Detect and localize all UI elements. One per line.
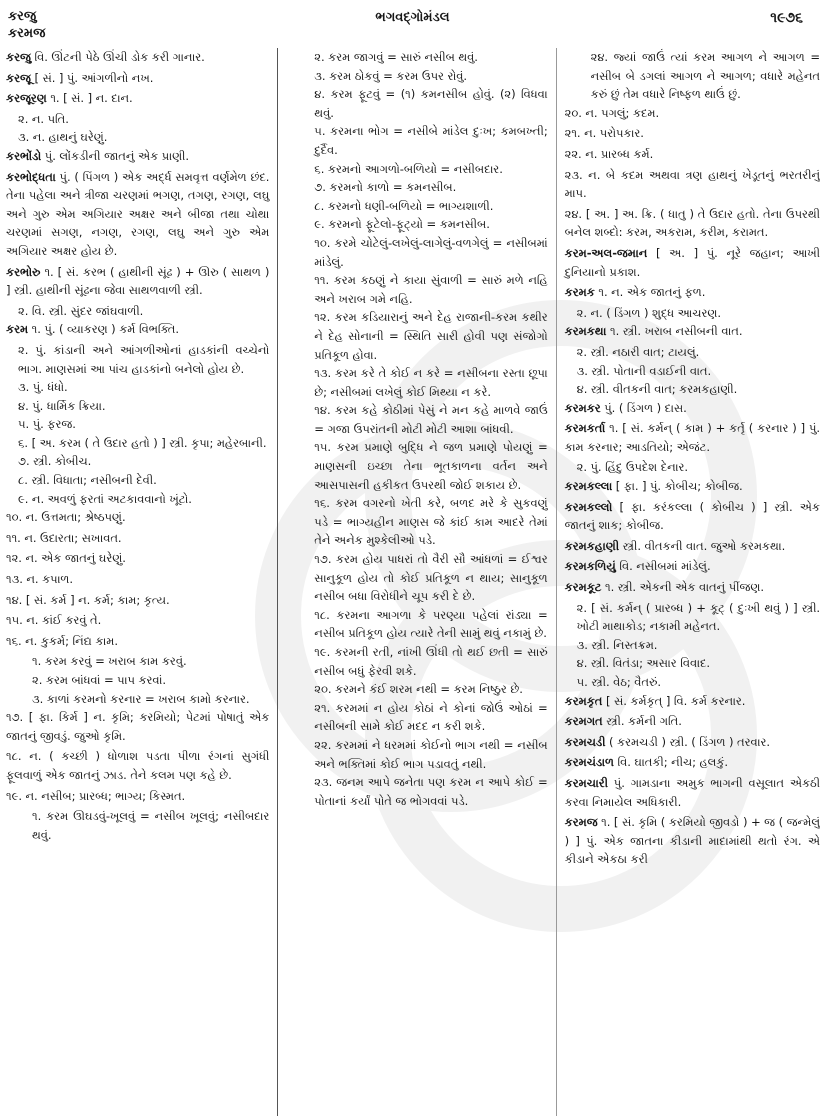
definition-text: વિ. ઊંટની પેઠે ઊંચી ડોક કરી ગાનાર.	[30, 50, 205, 64]
idiom-line	[288, 494, 547, 550]
sense-line	[6, 570, 269, 589]
definition-text: પું. ( પિંગળ ) એક અર્દ્ધ સમવૃત્ત વર્ણમેળ છંદ. તેના પહેલા અને ત્રીજા ચરણમાં ભગણ, તગણ, રગણ, લઘુ અને ગુરુ એમ અગિયાર અક્ષર અને બીજા તથા ચોથા ચરણમાં સગણ, નગણ, રગણ, લઘુ અને ગુરુ એમ અગિયાર અક્ષર હોય છે.	[6, 169, 270, 258]
definition-text: ૩. કરમ ઠોકવું = કરમ ઉપર રોવું.	[314, 68, 467, 83]
dictionary-entry	[6, 48, 269, 67]
definition-text: પું. લોંકડીની જાતનું એક પ્રાણી.	[41, 148, 189, 163]
idiom-line	[288, 736, 547, 773]
definition-text: ૨. કરમ જાગવું = સારું નસીબ થવું.	[314, 50, 478, 64]
definition-text: વિ. નસીબમાં માંડેલું.	[615, 559, 711, 574]
definition-text: ૧૭. કરમ હોય પાધરાં તો વૈરી સૌ આંધળાં = ઈશ્વર સાનુકૂળ હોય તો કોઈ પ્રતિકૂળ ન થાય; સાનુકૂળ નસીબ બધા વિરોધીને ચૂપ કરી દે છે.	[314, 552, 548, 604]
definition-text: ૧૨. કરમ કડિયારાનું અને દેહ રાજાની-કરમ કથીર ને દેહ સોનાની = સ્થિતિ સારી હોવી પણ સંજોગો પ્રતિકૂળ હોવા.	[314, 310, 548, 362]
definition-text: [ સં. કર્મકૃત્ ] વિ. કર્મ કરનાર.	[602, 693, 746, 708]
idiom-line	[6, 690, 269, 709]
column-3	[556, 48, 820, 1116]
sense-line	[6, 341, 269, 378]
dictionary-entry	[565, 578, 820, 597]
idiom-line	[288, 197, 547, 216]
definition-text: ૨૨. ન. પ્રારબ્ધ કર્મ.	[564, 146, 654, 161]
column-2	[277, 48, 555, 1116]
idiom-line	[288, 773, 547, 810]
dictionary-entry	[565, 712, 820, 731]
definition-text: ૨૦. ન. પગલું; કદમ.	[564, 105, 660, 120]
idiom-line	[288, 178, 547, 197]
sense-line	[6, 452, 269, 471]
definition-text: ૧૧. કરમ કઠણું ને કાયા સુંવાળી = સારું મળે નહિ અને ખરાબ ગમે નહિ.	[314, 273, 548, 306]
headword: કરજુ	[6, 50, 31, 64]
sense-line	[6, 128, 269, 147]
definition-text: ૧. પું. ( વ્યાકરણ ) કર્મ વિભક્તિ.	[28, 322, 179, 337]
definition-text: ૨. ન. પતિ.	[18, 111, 69, 126]
idiom-line	[288, 308, 547, 364]
definition-text: સ્ત્રી. કર્મની ગતિ.	[602, 714, 682, 729]
book-title: ભગવદ્ગોમંડલ	[375, 10, 450, 25]
dictionary-entry	[565, 498, 820, 535]
dictionary-entry	[565, 813, 820, 869]
dictionary-entry	[6, 89, 269, 108]
definition-text: ૬. કરમનો આગળો-બળિયો = નસીબદાર.	[314, 161, 503, 176]
definition-text: ૨. ન. ( ડિંગળ ) શુદ્ધ આચરણ.	[576, 305, 721, 320]
definition-text: ૩. સ્ત્રી. પોતાની વડાઈની વાત.	[576, 363, 712, 378]
idiom-line	[288, 48, 547, 67]
definition-text: ૨૪. [ અ. ] અ. ક્રિ. ( ધાતુ ) તે ઉદાર હતો. તેના ઉપરથી બનેલ શબ્દો: કરમ, અકરામ, કરીમ, કરામત.	[564, 206, 820, 240]
sense-line	[565, 145, 820, 164]
dictionary-entry	[565, 774, 820, 811]
definition-text: ૧. સ્ત્રી. ખરાબ નસીબની વાત.	[606, 324, 743, 339]
headword: કરમકર	[564, 400, 601, 415]
dictionary-entry	[565, 733, 820, 752]
definition-text: ૧. ન. એક જાતનું ફળ.	[594, 285, 706, 300]
definition-text: પું. ગામડાના અમુક ભાગની વસૂલાત એકઠી કરવા નિમાયેલ અધિકારી.	[564, 775, 820, 809]
column-1	[6, 48, 277, 1116]
definition-text: [ સં. ] પું. આંગળીનો નખ.	[30, 70, 154, 85]
idiom-line	[288, 606, 547, 643]
headword: કરમકહાણી	[564, 538, 620, 553]
definition-text: પું. ( ડિંગળ ) દાસ.	[600, 400, 687, 415]
idiom-line	[288, 680, 547, 699]
dictionary-entry	[6, 168, 269, 261]
definition-text: ૨. પું. હિંદુ ઉપદેશ દેનાર.	[576, 460, 688, 475]
idiom-line	[288, 364, 547, 401]
definition-text: ૪. સ્ત્રી. વિતંડા; અસાર વિવાદ.	[576, 656, 710, 671]
idiom-line	[288, 67, 547, 86]
definition-text: ૧૦. કરમે ચોટેલું-લખેલું-લાગેલું-વળગેલું = નસીબમાં માંડેલું.	[314, 235, 548, 269]
definition-text: [ ફા. કરંકલ્લા ( કોબીચ ) ] સ્ત્રી. એક જાતનું શાક; કોબીજ.	[564, 499, 820, 533]
definition-text: ૧૯. કરમની રતી, નાંખી ઊંધી તો થઈ છતી = સારું નસીબ બધું ફેરવી શકે.	[314, 645, 548, 678]
dictionary-entry	[6, 320, 269, 339]
headword: કરમક	[564, 285, 595, 300]
sense-line	[6, 471, 269, 490]
sense-line	[565, 599, 820, 636]
dictionary-entry	[6, 263, 269, 300]
dictionary-entry	[565, 283, 820, 302]
definition-text: ૧૩. કરમ કરે તે કોઈ ન કરે = નસીબના રસ્તા છૂપા છે; નસીબમાં લખેલું કોઈ મિથ્યા ન કરે.	[314, 366, 548, 399]
definition-text: ૧૮. કરમના આગળા કે પરણ્યા પહેલાં રાંડ્યા = નસીબ પ્રતિકૂળ હોય ત્યારે તેની સામું થવું નકામું છે.	[314, 607, 548, 641]
headword: કરભોંડો	[6, 148, 42, 163]
definition-text: [ અ. ] પું. નૂરે જહાન; આખી દુનિયાનો પ્રકાશ.	[564, 245, 820, 279]
definition-text: [ ફા. ] પું. કોબીચ; કોબીજ.	[612, 479, 743, 494]
headword: કરમકથા	[564, 324, 607, 339]
idiom-line	[288, 271, 547, 308]
headword: કરમકૃત	[564, 693, 603, 708]
definition-text: ૬. [ અ. કરમ ( તે ઉદાર હતો ) ] સ્ત્રી. કૃપા; મહેરબાની.	[18, 435, 267, 450]
sense-line	[6, 591, 269, 610]
definition-text: ૨૨. કરમમાં ને ધરમમાં કોઈનો ભાગ નથી = નસીબ અને ભક્તિમાં કોઈ ભાગ પડાવતું નથી.	[314, 737, 548, 771]
dictionary-entry	[6, 147, 269, 166]
definition-text: ૫. સ્ત્રી. વેઠ; વૈતરું.	[576, 675, 661, 689]
dictionary-entry	[565, 244, 820, 281]
idiom-line	[288, 550, 547, 606]
definition-text: ૫. કરમના ભોગ = નસીબે માંડેલ દુઃખ; કમબખ્તી; દુર્દૈવ.	[314, 124, 548, 157]
sense-line	[565, 205, 820, 242]
definition-text: ૨. પું. કાંડાની અને આંગળીઓનાં હાડકાંની વચ્ચેનો ભાગ. માણસમાં આ પાંચ હાડકાંનો બનેલો હોય છે.	[18, 342, 270, 376]
definition-text: ૧૩. ન. કપાળ.	[6, 572, 73, 587]
definition-text: ૪. સ્ત્રી. વીતકની વાત; કરમકહાણી.	[576, 382, 738, 397]
headword: કરજૂરણ	[6, 91, 47, 106]
idiom-line	[288, 699, 547, 736]
idiom-line	[288, 401, 547, 438]
sense-line	[565, 636, 820, 655]
definition-text: ૧. કરમ કરવું = ખરાબ કામ કરવું.	[32, 654, 187, 669]
definition-text: ૨. કરમ બાંધવાં = પાપ કરવાં.	[32, 673, 166, 687]
sense-line	[6, 397, 269, 416]
definition-text: ૩. સ્ત્રી. નિસ્તક્રમ.	[576, 637, 658, 652]
sense-line	[565, 124, 820, 143]
definition-text: ૨. સ્ત્રી. નઠારી વાત; ટાયલું.	[576, 344, 700, 359]
dictionary-entry	[565, 322, 820, 341]
headword: કરમચારી	[564, 775, 608, 790]
sense-line	[6, 302, 269, 321]
definition-text: ૧૬. કરમ વગરનો ખેતી કરે, બળદ મરે કે સુકવણું પડે = ભાગ્યહીન માણસ જે કાંઈ કામ આદરે તેમાં તેને અનેક મુશ્કેલીઓ પડે.	[314, 496, 548, 548]
headword: કરમચંડાળ	[564, 755, 614, 770]
definition-text: ૧૫. ન. કાંઈ કરવું તે.	[6, 613, 102, 628]
sense-line	[565, 304, 820, 323]
headword: કરમ-અલ-જમાન	[564, 245, 648, 260]
dictionary-entry	[565, 399, 820, 418]
idiom-line	[6, 807, 269, 844]
guide-word-last: કરમજ	[8, 26, 46, 41]
dictionary-entry	[565, 419, 820, 456]
sense-line	[565, 362, 820, 381]
sense-line	[6, 787, 269, 806]
definition-text: સ્ત્રી. વીતકની વાત. જુઓ કરમકથા.	[619, 538, 786, 553]
definition-text: ૭. સ્ત્રી. કોબીચ.	[18, 454, 92, 469]
dictionary-entry	[565, 557, 820, 576]
headword: કરભોરુ	[6, 264, 41, 279]
idiom-line	[288, 122, 547, 159]
definition-text: ૭. કરમનો કાળો = કમનસીબ.	[314, 180, 457, 195]
definition-text: ૪. પું. ધાર્મિક ક્રિયા.	[18, 398, 106, 413]
definition-text: ૮. સ્ત્રી. વિધાતા; નસીબની દેવી.	[18, 473, 157, 488]
idiom-line	[288, 215, 547, 234]
dictionary-entry	[565, 753, 820, 772]
sense-line	[6, 490, 269, 509]
sense-line	[6, 632, 269, 651]
headword: કરજૂ	[6, 70, 31, 85]
sense-line	[6, 708, 269, 745]
idiom-line	[288, 234, 547, 271]
definition-text: ૯. કરમનો ફૂટેલો-ફૂટ્યો = કમનસીબ.	[314, 217, 490, 232]
sense-line	[565, 654, 820, 673]
definition-text: ૨૩. ન. બે કદમ અથવા ત્રણ હાથનું ખેડૂતનું ભરતરીનું માપ.	[564, 167, 820, 201]
definition-text: ૧૯. ન. નસીબ; પ્રારબ્ધ; ભાગ્ય; કિસ્મત.	[6, 788, 186, 803]
definition-text: ૨૦. કરમને કંઈ શરમ નથી = કરમ નિષ્ઠુર છે.	[314, 682, 523, 697]
definition-text: ૧૧. ન. ઉદારતા; સખાવત.	[6, 530, 122, 545]
definition-text: ૨. વિ. સ્ત્રી. સુંદર જાંઘવાળી.	[18, 303, 144, 318]
headword: કરમકલ્લો	[564, 499, 613, 514]
definition-text: ૧. [ સં. કરભ ( હાથીની સૂંઢ ) + ઊરુ ( સાથળ ) ] સ્ત્રી. હાથીની સૂંઢના જેવા સાથળવાળી સ્ત્રી.	[6, 264, 270, 298]
idiom-line	[288, 643, 547, 680]
definition-text: વિ. ઘાતકી; નીચ; હલકું.	[613, 755, 729, 770]
definition-text: ૧૪. કરમ કહે કોઠીમાં પેસું ને મન કહે માળવે જાઉં = ગજા ઉપરાંતની મોટી મોટી આશા બાંધવી.	[314, 403, 548, 436]
definition-text: ૪. કરમ ફૂટવું = (૧) કમનસીબ હોવું. (૨) વિધવા થવું.	[314, 87, 548, 120]
headword: કરમકર્તા	[564, 421, 606, 436]
definition-text: ૧૨. ન. એક જાતનું ઘરેણું.	[6, 551, 126, 566]
definition-text: ( કરમચડી ) સ્ત્રી. ( ડિંગળ ) તરવાર.	[605, 734, 770, 749]
definition-text: ૧૦. ન. ઉત્તમતા; શ્રેષ્ઠપણું.	[6, 510, 126, 525]
definition-text: ૨. [ સં. કર્મન્ ( પ્રારબ્ધ ) + કૂટ્ ( દુઃખી થવું ) ] સ્ત્રી. ખોટી માથાકોડ; નકામી મહેનત.	[576, 600, 820, 634]
definition-text: ૧૮. ન. ( કચ્છી ) ધોળાશ પડતા પીળા રંગનાં સુગંધી ફૂલવાળું એક જાતનું ઝાડ. તેને કલમ પણ કહે છે.	[6, 749, 270, 782]
definition-text: ૨૪. જ્યાં જાઉં ત્યાં કરમ આગળ ને આગળ = નસીબ બે ડગલાં આગળ ને આગળ; વધારે મહેનત કરું છું તેમ વધારે નિષ્ફળ થાઉં છું.	[590, 50, 820, 102]
sense-line	[6, 378, 269, 397]
headword: કરમકલ્લા	[564, 479, 613, 494]
definition-text: ૧૭. [ ફા. કિર્મ ] ન. કૃમિ; કરમિયો; પેટમાં પોષાતું એક જાતનું જીવડું. જુઓ કૃમિ.	[6, 710, 270, 743]
dictionary-entry	[565, 477, 820, 496]
definition-text: ૩. ન. હાથનું ઘરેણું.	[18, 130, 108, 145]
sense-line	[565, 458, 820, 477]
dictionary-entry	[565, 692, 820, 711]
definition-text: ૧. સ્ત્રી. એકની એક વાતનું પીંજણ.	[601, 580, 764, 595]
definition-text: ૧. [ સં. કર્મન્ ( કામ ) + કર્તૃ ( કરનાર ) ] પું. કામ કરનાર; આડતિયો; એજંટ.	[564, 421, 820, 454]
sense-line	[565, 343, 820, 362]
definition-text: ૨૧. ન. પરોપકાર.	[564, 126, 644, 141]
sense-line	[6, 434, 269, 453]
definition-text: ૮. કરમનો ધણી-બળિયો = ભાગ્યશાળી.	[314, 198, 494, 213]
sense-line	[565, 673, 820, 692]
sense-line	[565, 166, 820, 203]
definition-text: ૧. કરમ ઊઘડવું-ખૂલવું = નસીબ ખૂલવું; નસીબદાર થવું.	[32, 809, 270, 842]
definition-text: ૧૬. ન. કુકર્મ; નિંદ્ય કામ.	[6, 633, 118, 648]
definition-text: ૫. પું. ફરજ.	[18, 417, 76, 432]
idiom-line	[288, 438, 547, 494]
sense-line	[6, 529, 269, 548]
dictionary-entry	[565, 537, 820, 556]
definition-text: ૧૫. કરમ પ્રમાણે બુદ્ધિ ને જળ પ્રમાણે પોયણું = માણસની ઇચ્છા તેના ભૂતકાળના વર્તન અને આસપાસની હકીકત ઉપરથી જોઈ શકાય છે.	[314, 440, 548, 492]
definition-text: ૩. પું. ધંધો.	[18, 380, 68, 395]
sense-line	[6, 110, 269, 129]
page-header	[0, 6, 825, 46]
headword: કરભોદ્ધતા	[6, 169, 56, 184]
definition-text: ૨૩. જનમ આપે જનેતા પણ કરમ ન આપે કોઈ = પોતાનાં કર્યાં પોતે જ ભોગવવાં પડે.	[314, 775, 548, 808]
headword: કરમજ	[564, 815, 598, 830]
dictionary-columns	[6, 48, 820, 1116]
definition-text: ૧. [ સં. કૃમિ ( કરમિયો જીવડો ) + જ ( જન્મેલું ) ] પું. એક જાતના કીડાની માદામાંથી થતો રંગ. એ કીડાને એકઠા કરી	[564, 815, 820, 867]
headword: કરમકૂટ	[564, 580, 602, 595]
idiom-line	[6, 671, 269, 690]
sense-line	[6, 611, 269, 630]
page-number: ૧૯૭૬	[770, 10, 803, 26]
idiom-line	[288, 85, 547, 122]
sense-line	[6, 415, 269, 434]
definition-text: ૧. [ સં. ] ન. દાન.	[46, 91, 133, 106]
headword: કરમ	[6, 322, 29, 337]
headword: કરમગત	[564, 714, 603, 729]
headword: કરમચડી	[564, 734, 606, 749]
headword: કરમકળિયું	[564, 559, 616, 574]
sense-line	[6, 747, 269, 784]
sense-line	[6, 508, 269, 527]
guide-word-first: કરજુ	[8, 9, 37, 24]
definition-text: ૯. ન. અવળું ફરતાં અટકાવવાનો ખૂંટો.	[18, 491, 192, 506]
idiom-line	[565, 48, 820, 104]
definition-text: ૩. કાળાં કરમનો કરનાર = ખરાબ કામો કરનાર.	[32, 691, 250, 706]
definition-text: ૨૧. કરમમાં ન હોય કોઠાં ને કોનાં જોઉં ઓઠાં = નસીબની સામે કોઈ મદદ ન કરી શકે.	[314, 700, 548, 734]
sense-line	[6, 549, 269, 568]
definition-text: ૧૪. [ સં. કર્મ ] ન. કર્મ; કામ; કૃત્ય.	[6, 592, 170, 607]
idiom-line	[288, 160, 547, 179]
dictionary-entry	[6, 69, 269, 88]
sense-line	[565, 104, 820, 123]
sense-line	[565, 380, 820, 399]
idiom-line	[6, 652, 269, 671]
